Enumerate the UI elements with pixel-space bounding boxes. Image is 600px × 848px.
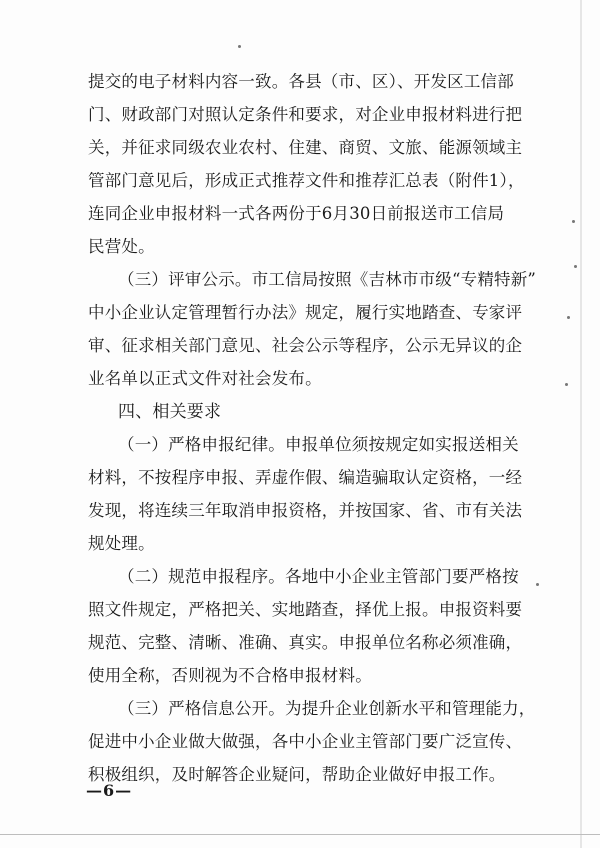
paragraph-discipline: （一）严格申报纪律。申报单位须按规定如实报送相关	[118, 435, 519, 454]
scan-speck	[565, 383, 568, 386]
paragraph-disclosure: （三）严格信息公开。为提升企业创新水平和管理能力，	[118, 699, 536, 718]
page-number: —6—	[86, 781, 133, 800]
text-line: 照文件规定，严格把关、实地踏查，择优上报。申报资料要	[88, 600, 523, 619]
paragraph-review-publicity: （三）评审公示。市工信局按照《吉林市市级“专精特新”	[118, 270, 537, 289]
scan-speck	[572, 220, 575, 223]
text-line: 审、征求相关部门意见、社会公示等程序，公示无异议的企	[88, 336, 523, 355]
text-line: 规范、完整、清晰、准确、真实。申报单位名称必须准确，	[88, 633, 523, 652]
text-line: 促进中小企业做大做强，各中小企业主管部门要广泛宣传、	[88, 732, 523, 751]
paragraph-procedure: （二）规范申报程序。各地中小企业主管部门要严格按	[118, 567, 519, 586]
text-line: 使用全称，否则视为不合格申报材料。	[88, 666, 372, 685]
scan-speck	[238, 45, 241, 48]
scan-speck	[567, 316, 570, 319]
text-line: 提交的电子材料内容一致。各县（市、区）、开发区工信部	[88, 72, 514, 91]
scan-speck	[536, 583, 539, 586]
text-line: 发现，将连续三年取消申报资格，并按国家、省、市有关法	[88, 501, 523, 520]
scan-edge-bottom	[0, 834, 600, 835]
text-line: 材料，不按程序申报、弄虚作假、编造骗取认定资格，一经	[88, 468, 523, 487]
text-line: 管部门意见后，形成正式推荐文件和推荐汇总表（附件1），	[88, 171, 525, 190]
text-line: 规处理。	[88, 534, 155, 553]
text-line: 积极组织，及时解答企业疑问，帮助企业做好申报工作。	[88, 765, 506, 784]
text-line: 业名单以正式文件对社会发布。	[88, 369, 322, 388]
text-line: 关，并征求同级农业农村、住建、商贸、文旅、能源领域主	[88, 138, 523, 157]
section-heading: 四、相关要求	[118, 402, 222, 422]
scan-edge-right	[580, 0, 582, 848]
text-line: 连同企业申报材料一式各两份于6月30日前报送市工信局	[88, 204, 505, 223]
text-line: 中小企业认定管理暂行办法》规定，履行实地踏查、专家评	[88, 303, 523, 322]
scan-speck	[574, 265, 577, 268]
text-line: 门、财政部门对照认定条件和要求，对企业申报材料进行把	[88, 105, 523, 124]
text-line: 民营处。	[88, 237, 155, 256]
